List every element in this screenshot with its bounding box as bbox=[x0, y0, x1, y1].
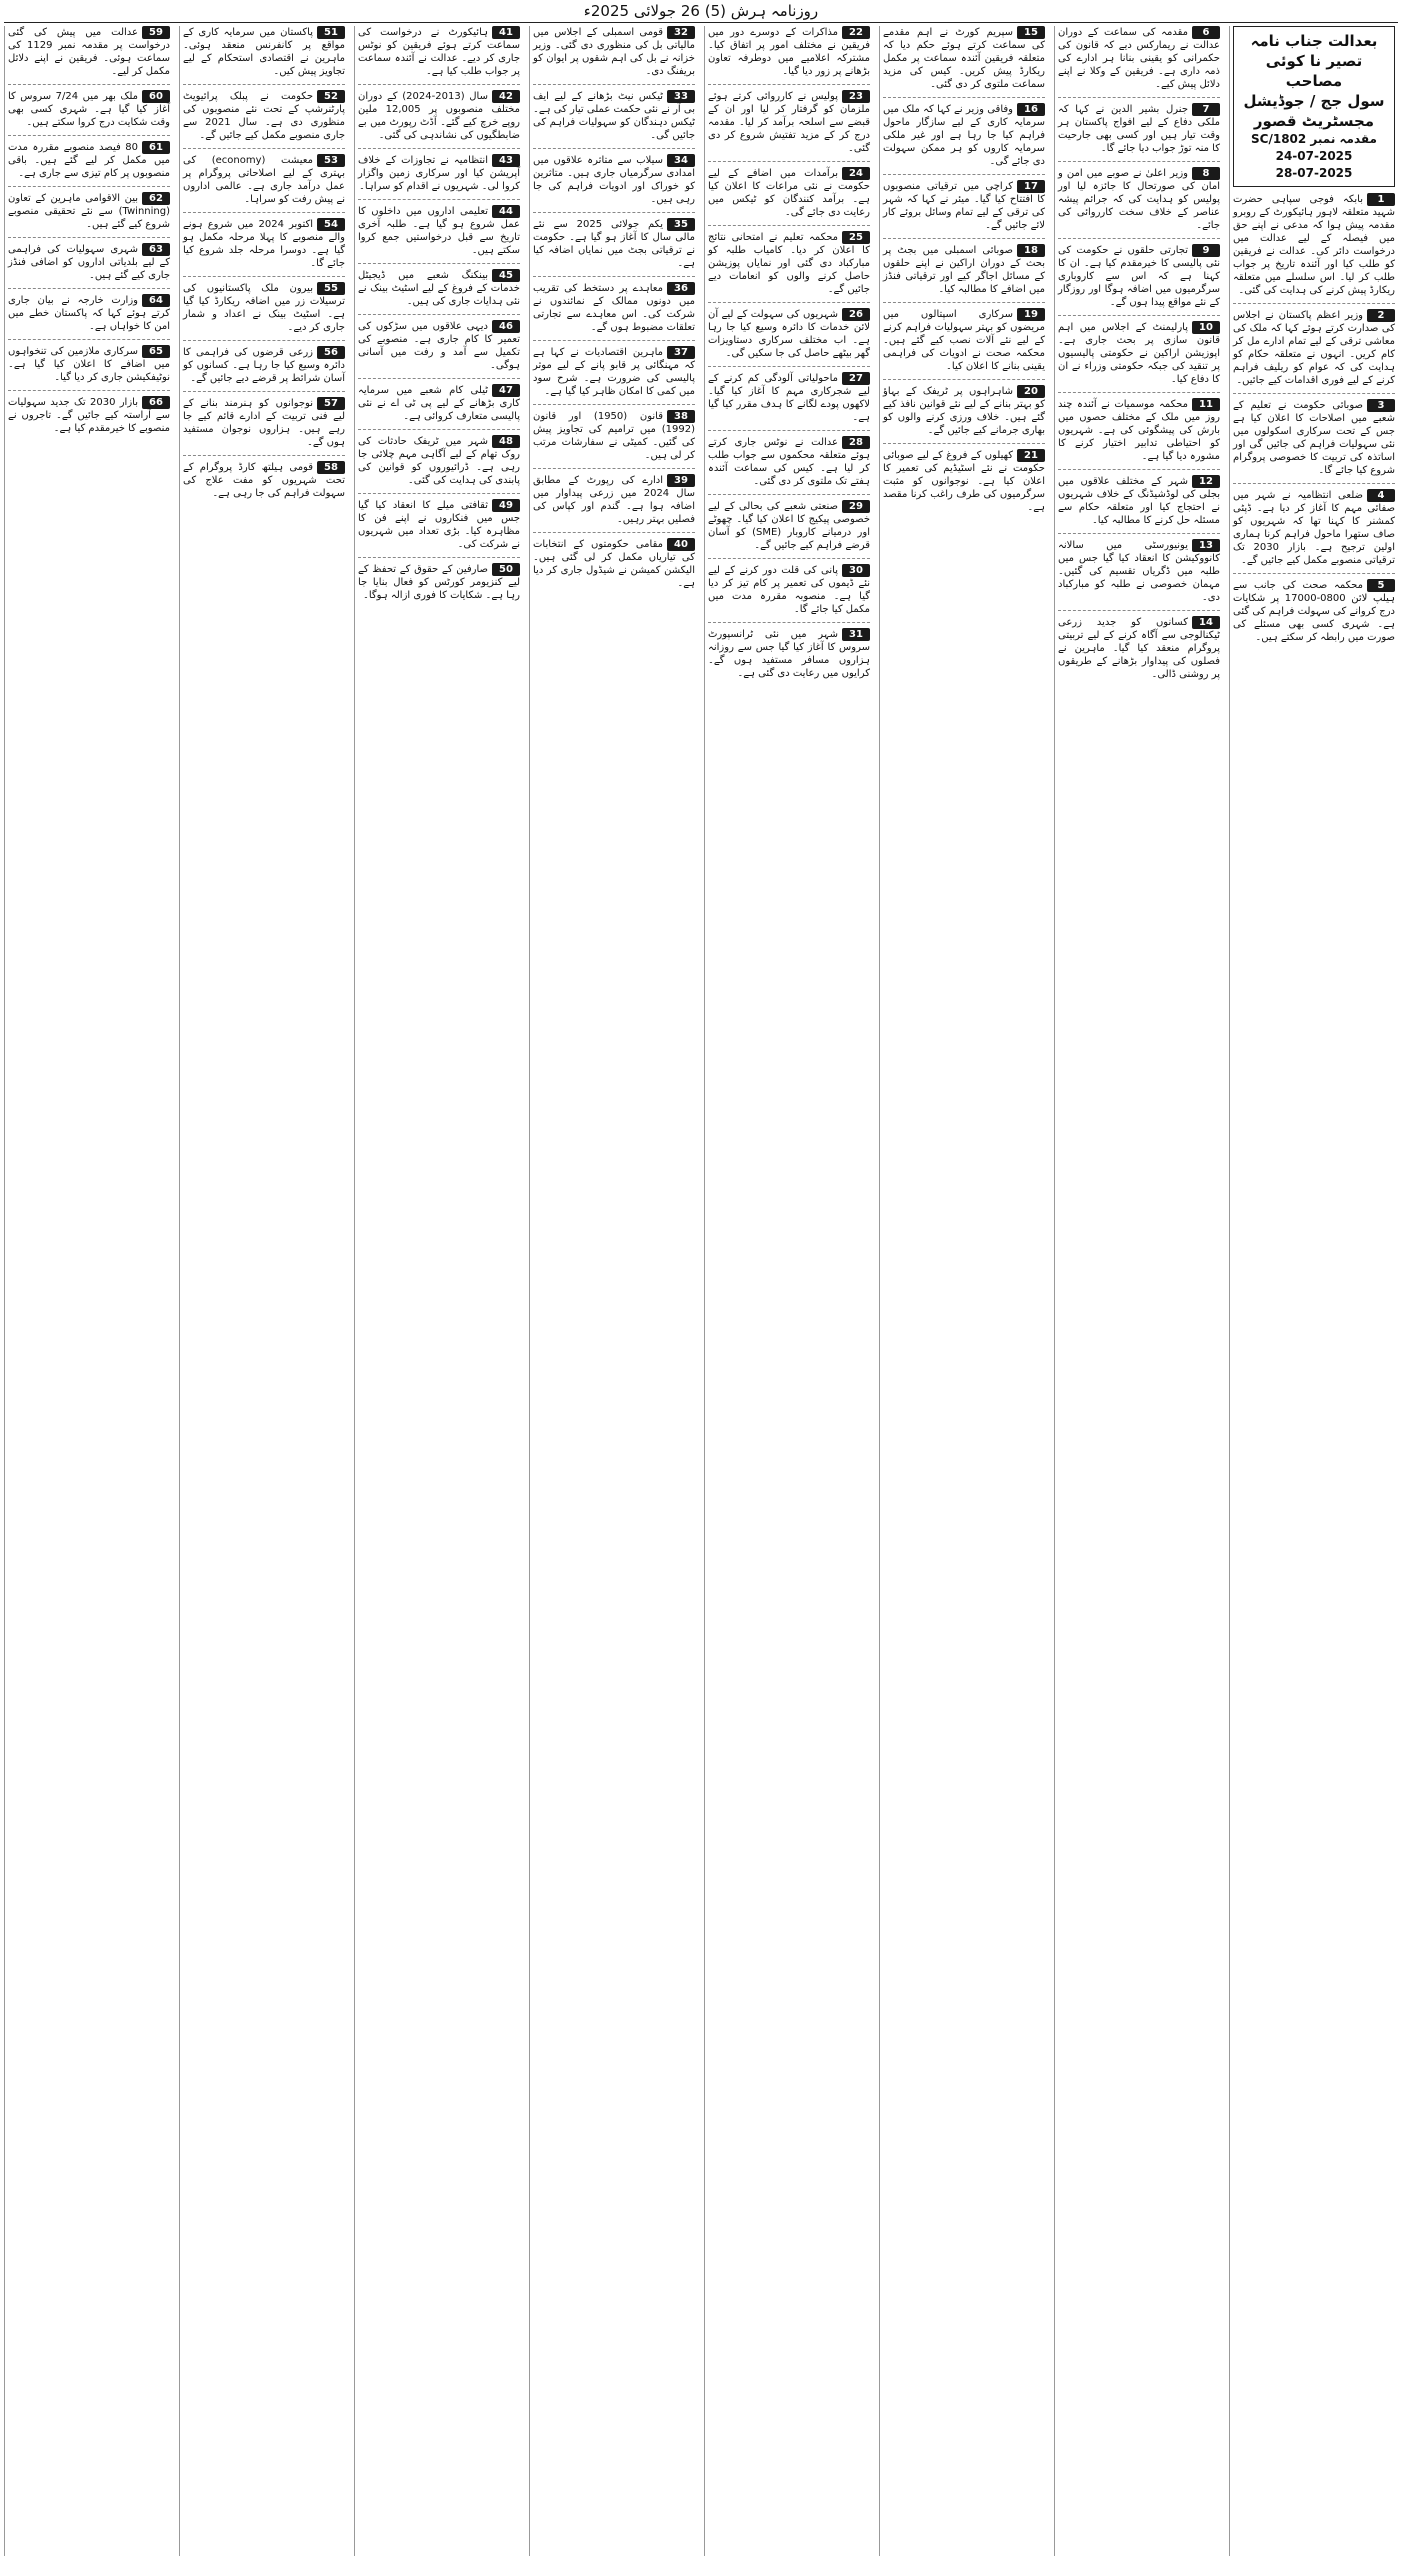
item-separator bbox=[1233, 393, 1395, 394]
item-separator bbox=[708, 366, 870, 367]
news-item bbox=[358, 90, 520, 142]
news-item bbox=[358, 26, 520, 78]
item-separator bbox=[1058, 161, 1220, 162]
item-number-badge: 27 bbox=[842, 372, 870, 385]
news-item bbox=[183, 26, 345, 78]
item-number-badge: 30 bbox=[842, 564, 870, 577]
item-separator bbox=[183, 340, 345, 341]
item-text: وزارت خارجہ نے بیان جاری کرتے ہوئے کہا کہ پاکستان خطے میں امن کا خواہاں ہے۔ bbox=[8, 295, 170, 332]
news-item bbox=[8, 90, 170, 129]
item-number-badge: 55 bbox=[317, 282, 345, 295]
item-number-badge: 23 bbox=[842, 90, 870, 103]
item-number-badge: 7 bbox=[1192, 103, 1220, 116]
item-separator bbox=[358, 429, 520, 430]
news-item bbox=[1233, 489, 1395, 567]
item-separator bbox=[183, 276, 345, 277]
item-separator bbox=[708, 161, 870, 162]
item-separator bbox=[883, 238, 1045, 239]
news-item bbox=[708, 372, 870, 424]
item-separator bbox=[533, 468, 695, 469]
item-text: قانون (1950) اور قانون (1992) میں ترامیم کی تجاویز پیش کی گئیں۔ کمیٹی نے سفارشات مرتب کر لی ہیں۔ bbox=[533, 411, 695, 461]
item-text: صوبائی حکومت نے تعلیم کے شعبے میں اصلاحات کا اعلان کیا ہے جس کے تحت سرکاری اسکولوں میں نئی سہولیات فراہم کی جائیں گی اور اساتذہ کی تربیت کا خصوصی پروگرام شروع کیا جائے گا۔ bbox=[1233, 400, 1395, 476]
news-item bbox=[533, 154, 695, 206]
item-text: انتظامیہ نے تجاوزات کے خلاف آپریشن کیا اور سرکاری زمین واگزار کروا لی۔ شہریوں نے اقدام کو سراہا۔ bbox=[358, 155, 520, 192]
item-number-badge: 17 bbox=[1017, 180, 1045, 193]
item-number-badge: 38 bbox=[667, 410, 695, 423]
item-number-badge: 33 bbox=[667, 90, 695, 103]
item-text: سپریم کورٹ نے اہم مقدمے کی سماعت کرتے ہوئے حکم دیا کہ متعلقہ فریقین آئندہ سماعت پر مکمل ریکارڈ پیش کریں۔ کیس کی مزید سماعت ملتوی کر دی گئی۔ bbox=[883, 27, 1045, 90]
item-text: برآمدات میں اضافے کے لیے حکومت نے نئی مراعات کا اعلان کیا ہے۔ برآمد کنندگان کو ٹیکس میں رعایت دی جائے گی۔ bbox=[708, 168, 870, 218]
news-item bbox=[358, 154, 520, 193]
news-item bbox=[8, 243, 170, 282]
item-number-badge: 22 bbox=[842, 26, 870, 39]
item-text: پارلیمنٹ کے اجلاس میں اہم قانون سازی پر بحث جاری ہے۔ اپوزیشن اراکین نے حکومتی پالیسیوں پر تنقید کی جبکہ حکومتی وزراء نے ان کا دفاع کیا۔ bbox=[1058, 322, 1220, 385]
masthead-date-line: روزنامہ ہرش (5) 26 جولائی 2025ء bbox=[583, 2, 819, 20]
item-number-badge: 11 bbox=[1192, 398, 1220, 411]
item-number-badge: 3 bbox=[1367, 399, 1395, 412]
item-number-badge: 52 bbox=[317, 90, 345, 103]
news-item bbox=[8, 345, 170, 384]
item-separator bbox=[708, 84, 870, 85]
news-item bbox=[183, 397, 345, 449]
notice-case-title: سول جج / جوڈیشل مجسٹریٹ قصور bbox=[1243, 92, 1385, 130]
item-separator bbox=[8, 237, 170, 238]
item-number-badge: 57 bbox=[317, 397, 345, 410]
item-separator bbox=[533, 340, 695, 341]
masthead-rule bbox=[4, 22, 1398, 23]
column-4 bbox=[704, 26, 873, 2556]
news-item bbox=[358, 320, 520, 372]
news-item bbox=[183, 90, 345, 142]
item-number-badge: 1 bbox=[1367, 193, 1395, 206]
item-text: سیلاب سے متاثرہ علاقوں میں امدادی سرگرمیاں جاری ہیں۔ متاثرین کو خوراک اور ادویات فراہم کی جا رہی ہیں۔ bbox=[533, 155, 695, 205]
news-item bbox=[183, 218, 345, 270]
item-text: شاہراہوں پر ٹریفک کے بہاؤ کو بہتر بنانے کے لیے نئے قوانین نافذ کیے گئے ہیں۔ خلاف ورزی کرنے والوں کو بھاری جرمانے کیے جائیں گے۔ bbox=[883, 386, 1045, 436]
item-text: تعلیمی اداروں میں داخلوں کا عمل شروع ہو گیا ہے۔ طلبہ آخری تاریخ سے قبل درخواستیں جمع کروا سکتے ہیں۔ bbox=[358, 206, 520, 256]
item-text: معیشت (economy) کی بہتری کے لیے اصلاحاتی پروگرام پر عمل درآمد جاری ہے۔ عالمی اداروں نے پیش رفت کو سراہا۔ bbox=[183, 155, 345, 205]
news-item bbox=[883, 449, 1045, 514]
item-number-badge: 62 bbox=[142, 192, 170, 205]
item-text: محکمہ تعلیم نے امتحانی نتائج کا اعلان کر دیا۔ کامیاب طلبہ کو مبارکباد دی گئی اور نمایاں پوزیشن حاصل کرنے والوں کو انعامات دیے جائیں گے۔ bbox=[708, 232, 870, 295]
item-text: ٹیکس نیٹ بڑھانے کے لیے ایف بی آر نے نئی حکمت عملی تیار کی ہے۔ ٹیکس دہندگان کو سہولیات فراہم کی جائیں گی۔ bbox=[533, 91, 695, 141]
column-2 bbox=[1054, 26, 1223, 2556]
item-number-badge: 19 bbox=[1017, 308, 1045, 321]
item-separator bbox=[883, 174, 1045, 175]
item-text: صارفین کے حقوق کے تحفظ کے لیے کنزیومر کورٹس کو فعال بنایا جا رہا ہے۔ شکایات کا فوری ازالہ ہوگا۔ bbox=[358, 564, 520, 601]
item-separator bbox=[358, 84, 520, 85]
news-item bbox=[533, 218, 695, 270]
item-number-badge: 58 bbox=[317, 461, 345, 474]
news-item bbox=[183, 346, 345, 385]
item-separator bbox=[533, 84, 695, 85]
item-text: جنرل بشیر الدین نے کہا کہ ملکی دفاع کے لیے افواج پاکستان ہر وقت تیار ہیں اور کسی بھی جارحیت کا منہ توڑ جواب دیا جائے گا۔ bbox=[1058, 104, 1220, 154]
news-item bbox=[1058, 475, 1220, 527]
item-number-badge: 25 bbox=[842, 231, 870, 244]
item-number-badge: 37 bbox=[667, 346, 695, 359]
news-item bbox=[8, 192, 170, 231]
item-text: بیرون ملک پاکستانیوں کی ترسیلات زر میں اضافہ ریکارڈ کیا گیا ہے۔ اسٹیٹ بینک نے اعداد و شمار جاری کر دیے۔ bbox=[183, 283, 345, 333]
item-separator bbox=[183, 212, 345, 213]
item-separator bbox=[1058, 533, 1220, 534]
item-number-badge: 20 bbox=[1017, 385, 1045, 398]
item-text: کراچی میں ترقیاتی منصوبوں کا افتتاح کیا گیا۔ میئر نے کہا کہ شہر کی ترقی کے لیے تمام وسائل بروئے کار لائے جائیں گے۔ bbox=[883, 181, 1045, 231]
item-number-badge: 24 bbox=[842, 167, 870, 180]
item-number-badge: 60 bbox=[142, 90, 170, 103]
item-number-badge: 46 bbox=[492, 320, 520, 333]
item-separator bbox=[533, 148, 695, 149]
item-number-badge: 29 bbox=[842, 500, 870, 513]
item-text: عدالت نے نوٹس جاری کرتے ہوئے متعلقہ محکموں سے جواب طلب کر لیا ہے۔ کیس کی سماعت آئندہ ہفتے تک ملتوی کر دی گئی۔ bbox=[708, 437, 870, 487]
item-number-badge: 40 bbox=[667, 538, 695, 551]
item-number-badge: 44 bbox=[492, 205, 520, 218]
item-text: ملک بھر میں 7/24 سروس کا آغاز کیا گیا ہے۔ شہری کسی بھی وقت شکایت درج کروا سکتے ہیں۔ bbox=[8, 91, 170, 128]
columns-container bbox=[4, 26, 1398, 2556]
item-text: زرعی قرضوں کی فراہمی کا دائرہ وسیع کیا جا رہا ہے۔ کسانوں کو آسان شرائط پر قرضے دیے جائیں گے۔ bbox=[183, 347, 345, 384]
item-separator bbox=[708, 225, 870, 226]
news-item bbox=[1058, 616, 1220, 681]
item-number-badge: 61 bbox=[142, 141, 170, 154]
notice-next-date: 28-07-2025 bbox=[1275, 166, 1353, 180]
news-item bbox=[358, 269, 520, 308]
item-number-badge: 28 bbox=[842, 436, 870, 449]
item-text: پولیس نے کارروائی کرتے ہوئے ملزمان کو گرفتار کر لیا اور ان کے قبضے سے اسلحہ برآمد کر لیا۔ مقدمہ درج کر کے مزید تفتیش شروع کر دی گئی۔ bbox=[708, 91, 870, 154]
item-text: صنعتی شعبے کی بحالی کے لیے خصوصی پیکیج کا اعلان کیا گیا۔ چھوٹے اور درمیانے کاروبار (SME) کو آسان قرضے فراہم کیے جائیں گے۔ bbox=[708, 501, 870, 551]
item-separator bbox=[8, 135, 170, 136]
item-separator bbox=[708, 430, 870, 431]
item-separator bbox=[1058, 392, 1220, 393]
item-separator bbox=[1233, 573, 1395, 574]
item-text: شہر میں نئی ٹرانسپورٹ سروس کا آغاز کیا گیا جس سے روزانہ ہزاروں مسافر مستفید ہوں گے۔ کرایوں میں رعایت دی گئی ہے۔ bbox=[708, 629, 870, 679]
item-text: ضلعی انتظامیہ نے شہر میں صفائی مہم کا آغاز کر دیا ہے۔ ڈپٹی کمشنر کا کہنا تھا کہ شہریوں کو صاف ستھرا ماحول فراہم کرنا ہماری اولین ترجیح ہے۔ بازار 2030 تک ترقیاتی منصوبے مکمل کیے جائیں گے۔ bbox=[1233, 490, 1395, 566]
news-item bbox=[1058, 103, 1220, 155]
news-item bbox=[358, 205, 520, 257]
item-number-badge: 31 bbox=[842, 628, 870, 641]
news-item bbox=[183, 154, 345, 206]
item-text: ہائیکورٹ نے درخواست کی سماعت کرتے ہوئے فریقین کو نوٹس جاری کر دیے۔ عدالت نے آئندہ سماعت پر جواب طلب کیا ہے۔ bbox=[358, 27, 520, 77]
item-number-badge: 18 bbox=[1017, 244, 1045, 257]
item-separator bbox=[358, 493, 520, 494]
news-item bbox=[1058, 539, 1220, 604]
item-text: اکتوبر 2024 میں شروع ہونے والے منصوبے کا پہلا مرحلہ مکمل ہو گیا ہے۔ دوسرا مرحلہ جلد شروع کیا جائے گا۔ bbox=[183, 219, 345, 269]
item-separator bbox=[883, 97, 1045, 98]
item-number-badge: 64 bbox=[142, 294, 170, 307]
news-item bbox=[1233, 579, 1395, 644]
item-number-badge: 59 bbox=[142, 26, 170, 39]
item-number-badge: 8 bbox=[1192, 167, 1220, 180]
item-text: قومی ہیلتھ کارڈ پروگرام کے تحت شہریوں کو مفت علاج کی سہولت فراہم کی جا رہی ہے۔ bbox=[183, 462, 345, 499]
news-item bbox=[883, 103, 1045, 168]
item-number-badge: 50 bbox=[492, 563, 520, 576]
item-number-badge: 53 bbox=[317, 154, 345, 167]
news-item bbox=[533, 410, 695, 462]
item-text: شہری سہولیات کی فراہمی کے لیے بلدیاتی اداروں کو اضافی فنڈز جاری کیے گئے ہیں۔ bbox=[8, 244, 170, 281]
news-item bbox=[533, 282, 695, 334]
item-text: 80 فیصد منصوبے مقررہ مدت میں مکمل کر لیے گئے ہیں۔ باقی منصوبوں پر کام تیزی سے جاری ہے۔ bbox=[8, 142, 170, 179]
item-text: سال (2013-2024) کے دوران مختلف منصوبوں پر 12,005 ملین روپے خرچ کیے گئے۔ آڈٹ رپورٹ میں بے ضابطگیوں کی نشاندہی کی گئی۔ bbox=[358, 91, 520, 141]
item-number-badge: 54 bbox=[317, 218, 345, 231]
column-1 bbox=[1229, 26, 1398, 2556]
news-item bbox=[533, 90, 695, 142]
notice-date: 24-07-2025 bbox=[1275, 149, 1353, 163]
news-item bbox=[8, 396, 170, 435]
item-separator bbox=[1058, 97, 1220, 98]
item-number-badge: 51 bbox=[317, 26, 345, 39]
news-item bbox=[883, 26, 1045, 91]
item-number-badge: 13 bbox=[1192, 539, 1220, 552]
item-separator bbox=[708, 302, 870, 303]
item-number-badge: 34 bbox=[667, 154, 695, 167]
item-separator bbox=[1233, 483, 1395, 484]
news-item bbox=[183, 282, 345, 334]
item-text: محکمہ صحت کی جانب سے ہیلپ لائن 0800-17000 پر شکایات درج کروانے کی سہولت فراہم کی گئی ہے۔ شہری کسی بھی مسئلے کی صورت میں رابطہ کر سکتے ہیں۔ bbox=[1233, 580, 1395, 643]
item-number-badge: 10 bbox=[1192, 321, 1220, 334]
news-item bbox=[1058, 167, 1220, 232]
news-item bbox=[1233, 193, 1395, 297]
news-item bbox=[883, 244, 1045, 296]
news-item bbox=[8, 141, 170, 180]
notice-court: بعدالت جناب نامہ تصیر نا کوئی مصاحب bbox=[1250, 32, 1378, 90]
item-number-badge: 15 bbox=[1017, 26, 1045, 39]
news-item bbox=[708, 90, 870, 155]
item-text: مقامی حکومتوں کے انتخابات کی تیاریاں مکمل کر لی گئی ہیں۔ الیکشن کمیشن نے شیڈول جاری کر دیا ہے۔ bbox=[533, 539, 695, 589]
item-number-badge: 47 bbox=[492, 384, 520, 397]
news-item bbox=[8, 294, 170, 333]
item-number-badge: 56 bbox=[317, 346, 345, 359]
item-separator bbox=[1058, 610, 1220, 611]
news-item bbox=[708, 564, 870, 616]
item-text: بابکہ فوجی سپاہی حضرت شہید متعلقہ لاہور ہائیکورٹ کے روبرو مقدمہ پیش ہوا کہ مدعی نے اپنے حق میں فیصلہ کے لیے عدالت میں درخواست دائر کی۔ عدالت نے فریقین کو طلب کیا اور آئندہ تاریخ پر جواب طلب کر لیا۔ اس سلسلے میں متعلقہ ریکارڈ پیش کرنے کی ہدایت کی گئی۔ bbox=[1233, 194, 1395, 296]
news-item bbox=[708, 628, 870, 680]
news-item bbox=[358, 384, 520, 423]
item-number-badge: 9 bbox=[1192, 244, 1220, 257]
item-text: کھیلوں کے فروغ کے لیے صوبائی حکومت نے نئے اسٹیڈیم کی تعمیر کا اعلان کیا ہے۔ نوجوانوں کو مثبت سرگرمیوں کی طرف راغب کرنا مقصد ہے۔ bbox=[883, 450, 1045, 513]
news-item bbox=[1058, 321, 1220, 386]
item-text: تجارتی حلقوں نے حکومت کی نئی پالیسی کا خیرمقدم کیا ہے۔ ان کا کہنا ہے کہ اس سے کاروباری سرگرمیوں میں اضافہ ہوگا اور روزگار کے نئے مواقع پیدا ہوں گے۔ bbox=[1058, 245, 1220, 308]
item-separator bbox=[8, 84, 170, 85]
item-separator bbox=[708, 622, 870, 623]
item-text: سرکاری اسپتالوں میں مریضوں کو بہتر سہولیات فراہم کرنے کے لیے نئے آلات نصب کیے گئے ہیں۔ محکمہ صحت نے ادویات کی فراہمی یقینی بنانے کا اعلان کیا۔ bbox=[883, 309, 1045, 372]
news-item bbox=[533, 474, 695, 526]
news-item bbox=[883, 308, 1045, 373]
item-number-badge: 63 bbox=[142, 243, 170, 256]
item-number-badge: 32 bbox=[667, 26, 695, 39]
item-text: نوجوانوں کو ہنرمند بنانے کے لیے فنی تربیت کے ادارے قائم کیے جا رہے ہیں۔ ہزاروں نوجوان مستفید ہوں گے۔ bbox=[183, 398, 345, 448]
column-6 bbox=[354, 26, 523, 2556]
item-number-badge: 14 bbox=[1192, 616, 1220, 629]
item-text: شہریوں کی سہولت کے لیے آن لائن خدمات کا دائرہ وسیع کیا جا رہا ہے۔ اب مختلف سرکاری دستاویزات گھر بیٹھے حاصل کی جا سکیں گی۔ bbox=[708, 309, 870, 359]
news-item bbox=[883, 385, 1045, 437]
item-separator bbox=[8, 288, 170, 289]
item-text: مقدمہ کی سماعت کے دوران عدالت نے ریمارکس دیے کہ قانون کی حکمرانی کو یقینی بنانا ہر ادارے کی ذمہ داری ہے۔ فریقین کے وکلا نے اپنے دلائل پیش کیے۔ bbox=[1058, 27, 1220, 90]
item-text: یونیورسٹی میں سالانہ کانووکیشن کا انعقاد کیا گیا جس میں طلبہ میں ڈگریاں تقسیم کی گئیں۔ مہمان خصوصی نے طلبہ کو مبارکباد دی۔ bbox=[1058, 540, 1220, 603]
item-text: ماہرین اقتصادیات نے کہا ہے کہ مہنگائی پر قابو پانے کے لیے موثر پالیسی کی ضرورت ہے۔ شرح سود میں کمی کا امکان ظاہر کیا گیا ہے۔ bbox=[533, 347, 695, 397]
item-separator bbox=[183, 148, 345, 149]
item-separator bbox=[533, 276, 695, 277]
news-item bbox=[708, 500, 870, 552]
item-text: بینکنگ شعبے میں ڈیجیٹل خدمات کے فروغ کے لیے اسٹیٹ بینک نے نئی ہدایات جاری کی ہیں۔ bbox=[358, 270, 520, 307]
news-item bbox=[358, 499, 520, 551]
item-separator bbox=[8, 339, 170, 340]
item-text: سرکاری ملازمین کی تنخواہوں میں اضافے کا اعلان کیا گیا ہے۔ نوٹیفکیشن جاری کر دیا گیا۔ bbox=[8, 346, 170, 383]
item-number-badge: 49 bbox=[492, 499, 520, 512]
item-text: بین الاقوامی ماہرین کے تعاون (Twinning) سے نئے تحقیقی منصوبے شروع کیے گئے ہیں۔ bbox=[8, 193, 170, 230]
item-number-badge: 43 bbox=[492, 154, 520, 167]
item-text: وزیر اعظم پاکستان نے اجلاس کی صدارت کرتے ہوئے کہا کہ ملک کی معاشی ترقی کے لیے تمام ادارے مل کر کام کریں۔ انہوں نے متعلقہ حکام کو ہدایت کی کہ عوام کو ریلیف فراہم کرنے کے لیے فوری اقدامات کیے جائیں۔ bbox=[1233, 310, 1395, 386]
item-separator bbox=[183, 84, 345, 85]
item-number-badge: 45 bbox=[492, 269, 520, 282]
item-number-badge: 39 bbox=[667, 474, 695, 487]
item-separator bbox=[1058, 315, 1220, 316]
news-item bbox=[8, 26, 170, 78]
item-number-badge: 26 bbox=[842, 308, 870, 321]
item-text: وفاقی وزیر نے کہا کہ ملک میں سرمایہ کاری کے لیے سازگار ماحول فراہم کیا جا رہا ہے اور غیر ملکی سرمایہ کاروں کو ہر ممکن سہولت دی جائے گی۔ bbox=[883, 104, 1045, 167]
item-separator bbox=[358, 557, 520, 558]
item-number-badge: 16 bbox=[1017, 103, 1045, 116]
news-item bbox=[1058, 244, 1220, 309]
news-item bbox=[708, 167, 870, 219]
item-number-badge: 35 bbox=[667, 218, 695, 231]
item-text: عدالت میں پیش کی گئی درخواست پر مقدمہ نمبر 1129 کی سماعت ہوئی۔ فریقین نے اپنے دلائل مکمل کر لیے۔ bbox=[8, 27, 170, 77]
news-item bbox=[533, 346, 695, 398]
news-item bbox=[1233, 399, 1395, 477]
notice-case-no: مقدمہ نمبر 1802/SC bbox=[1251, 132, 1377, 146]
item-text: بازار 2030 تک جدید سہولیات سے آراستہ کیے جائیں گے۔ تاجروں نے منصوبے کا خیرمقدم کیا ہے۔ bbox=[8, 397, 170, 434]
item-separator bbox=[1058, 238, 1220, 239]
item-text: وزیر اعلیٰ نے صوبے میں امن و امان کی صورتحال کا جائزہ لیا اور پولیس کو ہدایت کی کہ جرائم پیشہ عناصر کے خلاف سخت کارروائی کی جائے۔ bbox=[1058, 168, 1220, 231]
item-separator bbox=[183, 455, 345, 456]
news-item bbox=[883, 180, 1045, 232]
news-item bbox=[358, 435, 520, 487]
item-text: ادارے کی رپورٹ کے مطابق سال 2024 میں زرعی پیداوار میں اضافہ ہوا ہے۔ گندم اور کپاس کی فصلیں بہتر رہیں۔ bbox=[533, 475, 695, 525]
item-number-badge: 36 bbox=[667, 282, 695, 295]
item-text: معاہدے پر دستخط کی تقریب میں دونوں ممالک کے نمائندوں نے شرکت کی۔ اس معاہدے سے تجارتی تعلقات مضبوط ہوں گے۔ bbox=[533, 283, 695, 333]
news-item bbox=[708, 231, 870, 296]
item-separator bbox=[358, 263, 520, 264]
item-separator bbox=[8, 186, 170, 187]
item-separator bbox=[883, 379, 1045, 380]
item-number-badge: 12 bbox=[1192, 475, 1220, 488]
item-number-badge: 2 bbox=[1367, 309, 1395, 322]
item-separator bbox=[8, 390, 170, 391]
item-text: صوبائی اسمبلی میں بجٹ پر بحث کے دوران اراکین نے اپنے حلقوں کے مسائل اجاگر کیے اور ترقیاتی فنڈز میں اضافے کا مطالبہ کیا۔ bbox=[883, 245, 1045, 295]
column-7 bbox=[179, 26, 348, 2556]
item-separator bbox=[358, 148, 520, 149]
item-text: ماحولیاتی آلودگی کم کرنے کے لیے شجرکاری مہم کا آغاز کیا گیا۔ لاکھوں پودے لگانے کا ہدف مقرر کیا گیا ہے۔ bbox=[708, 373, 870, 423]
item-text: ٹیلی کام شعبے میں سرمایہ کاری بڑھانے کے لیے پی ٹی اے نے نئی پالیسی متعارف کروائی ہے۔ bbox=[358, 385, 520, 422]
news-item bbox=[533, 26, 695, 78]
item-text: حکومت نے پبلک پرائیویٹ پارٹنرشپ کے تحت نئے منصوبوں کی منظوری دی ہے۔ سال 2021 سے جاری منصوبے مکمل کیے جائیں گے۔ bbox=[183, 91, 345, 141]
item-number-badge: 6 bbox=[1192, 26, 1220, 39]
item-number-badge: 48 bbox=[492, 435, 520, 448]
item-text: دیہی علاقوں میں سڑکوں کی تعمیر کا کام جاری ہے۔ منصوبے کی تکمیل سے آمد و رفت میں آسانی ہوگی۔ bbox=[358, 321, 520, 371]
item-text: ثقافتی میلے کا انعقاد کیا گیا جس میں فنکاروں نے اپنے فن کا مظاہرہ کیا۔ بڑی تعداد میں شہریوں نے شرکت کی۔ bbox=[358, 500, 520, 550]
item-separator bbox=[883, 443, 1045, 444]
news-item bbox=[1233, 309, 1395, 387]
item-text: پانی کی قلت دور کرنے کے لیے نئے ڈیموں کی تعمیر پر کام تیز کر دیا گیا ہے۔ منصوبہ مقررہ مدت میں مکمل کیا جائے گا۔ bbox=[708, 565, 870, 615]
item-text: پاکستان میں سرمایہ کاری کے مواقع پر کانفرنس منعقد ہوئی۔ ماہرین نے اقتصادی استحکام کے لیے تجاویز پیش کیں۔ bbox=[183, 27, 345, 77]
column-3 bbox=[879, 26, 1048, 2556]
item-text: قومی اسمبلی کے اجلاس میں مالیاتی بل کی منظوری دی گئی۔ وزیر خزانہ نے بل کی اہم شقوں پر ایوان کو بریفنگ دی۔ bbox=[533, 27, 695, 77]
item-number-badge: 66 bbox=[142, 396, 170, 409]
item-number-badge: 65 bbox=[142, 345, 170, 358]
item-separator bbox=[1233, 303, 1395, 304]
item-separator bbox=[708, 558, 870, 559]
item-text: کسانوں کو جدید زرعی ٹیکنالوجی سے آگاہ کرنے کے لیے تربیتی پروگرام منعقد کیا گیا۔ ماہرین نے فصلوں کی پیداوار بڑھانے کے طریقوں پر روشنی ڈالی۔ bbox=[1058, 617, 1220, 680]
column-5 bbox=[529, 26, 698, 2556]
item-text: شہر کے مختلف علاقوں میں بجلی کی لوڈشیڈنگ کے خلاف شہریوں نے احتجاج کیا اور متعلقہ حکام سے مسئلہ حل کرنے کا مطالبہ کیا۔ bbox=[1058, 476, 1220, 526]
news-item bbox=[533, 538, 695, 590]
news-item bbox=[708, 436, 870, 488]
news-item bbox=[708, 308, 870, 360]
news-item bbox=[1058, 398, 1220, 463]
item-text: یکم جولائی 2025 سے نئے مالی سال کا آغاز ہو گیا ہے۔ حکومت نے ترقیاتی بجٹ میں نمایاں اضافہ کیا ہے۔ bbox=[533, 219, 695, 269]
item-separator bbox=[533, 404, 695, 405]
news-item bbox=[358, 563, 520, 602]
item-number-badge: 5 bbox=[1367, 579, 1395, 592]
item-text: شہر میں ٹریفک حادثات کی روک تھام کے لیے آگاہی مہم چلائی جا رہی ہے۔ ڈرائیوروں کو قوانین کی پابندی کی ہدایت کی گئی۔ bbox=[358, 436, 520, 486]
item-separator bbox=[883, 302, 1045, 303]
item-number-badge: 42 bbox=[492, 90, 520, 103]
item-separator bbox=[358, 199, 520, 200]
item-separator bbox=[358, 314, 520, 315]
item-text: محکمہ موسمیات نے آئندہ چند روز میں ملک کے مختلف حصوں میں بارش کی پیشگوئی کی ہے۔ شہریوں کو احتیاطی تدابیر اختیار کرنے کا مشورہ دیا گیا ہے۔ bbox=[1058, 399, 1220, 462]
item-number-badge: 41 bbox=[492, 26, 520, 39]
item-separator bbox=[358, 378, 520, 379]
column-8 bbox=[4, 26, 173, 2556]
item-text: مذاکرات کے دوسرے دور میں فریقین نے مختلف امور پر اتفاق کیا۔ مشترکہ اعلامیے میں دوطرفہ تعاون بڑھانے پر زور دیا گیا۔ bbox=[708, 27, 870, 77]
news-item bbox=[708, 26, 870, 78]
item-separator bbox=[533, 532, 695, 533]
news-item bbox=[183, 461, 345, 500]
item-separator bbox=[533, 212, 695, 213]
item-separator bbox=[183, 391, 345, 392]
court-notice-box bbox=[1233, 26, 1395, 187]
item-separator bbox=[708, 494, 870, 495]
news-item bbox=[1058, 26, 1220, 91]
item-number-badge: 4 bbox=[1367, 489, 1395, 502]
item-separator bbox=[1058, 469, 1220, 470]
item-number-badge: 21 bbox=[1017, 449, 1045, 462]
